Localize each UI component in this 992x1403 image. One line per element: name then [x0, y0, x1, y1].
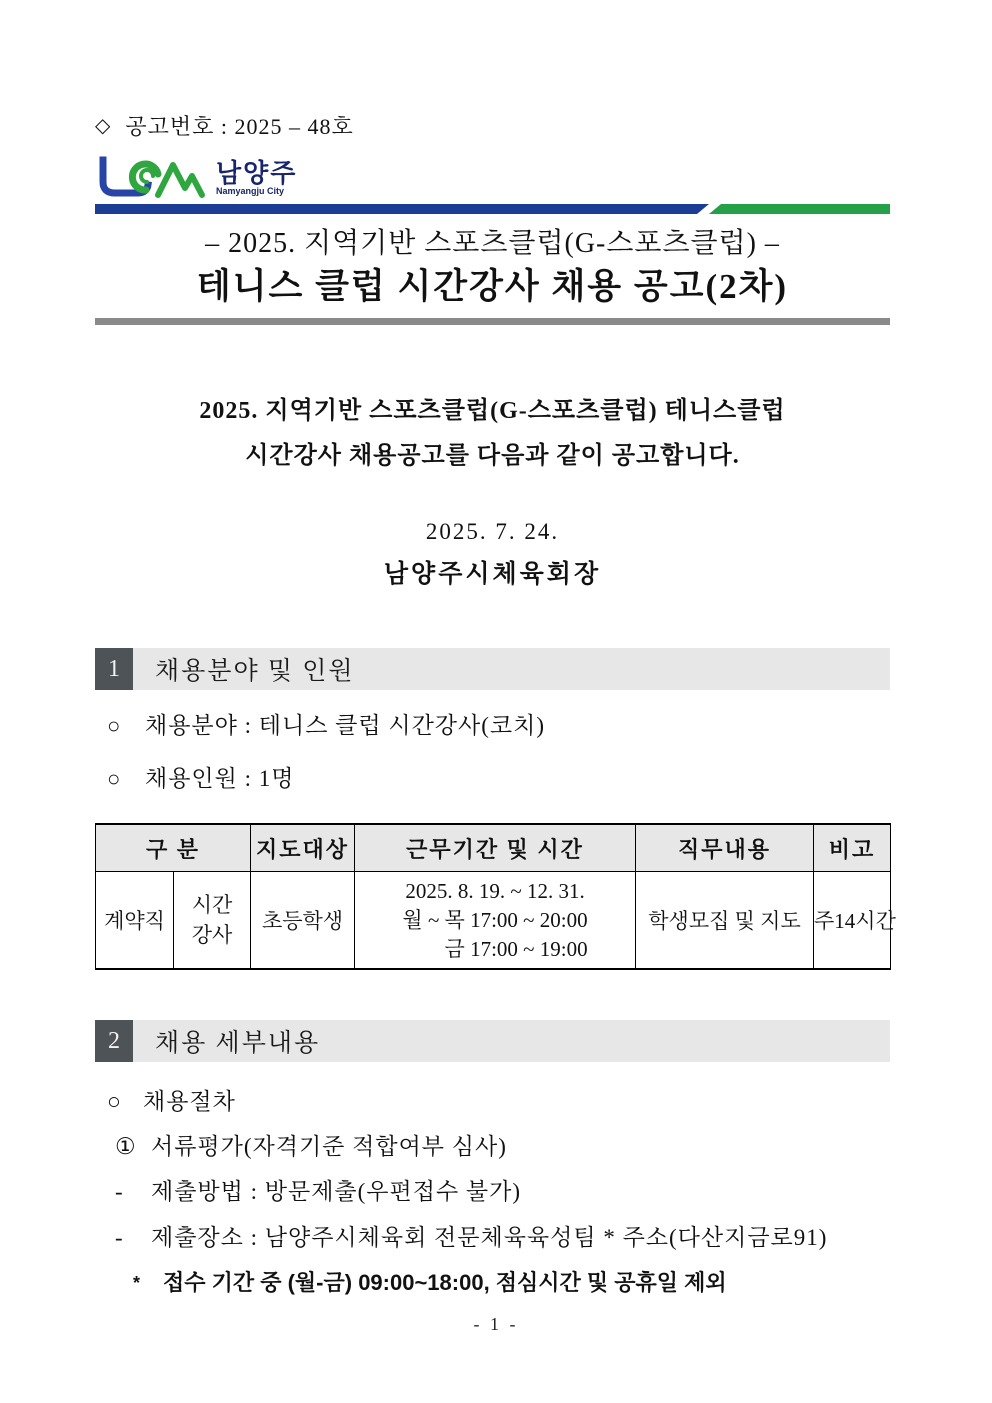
table-header-row — [96, 824, 891, 872]
document-subtitle: – 2025. 지역기반 스포츠클럽(G-스포츠클럽) – — [205, 228, 780, 259]
col-header-category: 구 분 — [96, 824, 251, 872]
page-number: - 1 - — [473, 1314, 519, 1334]
line-submit-place — [95, 1222, 890, 1254]
asterisk-icon: * — [133, 1273, 141, 1293]
section-1-number: 1 — [95, 648, 133, 690]
intro-line-1: 2025. 지역기반 스포츠클럽(G-스포츠클럽) 테니스클럽 — [199, 398, 786, 424]
col-header-note: 비고 — [814, 824, 891, 872]
line-reception-hours — [95, 1267, 890, 1299]
cell-position: 시간강사 — [174, 872, 251, 970]
intro-paragraph — [95, 389, 890, 479]
dash-bullet-icon: - — [115, 1179, 124, 1204]
notice-number — [95, 110, 890, 141]
section-1-title: 채용분야 및 인원 — [155, 658, 355, 685]
circle-bullet-icon: ○ — [107, 766, 122, 791]
announcement-signer: 남양주시체육회장 — [383, 561, 602, 588]
schedule-friday: 금 17:00 ~ 19:00 — [444, 936, 588, 961]
line-text: 채용절차 — [143, 1089, 236, 1114]
schedule-weekday: 월 ~ 목 17:00 ~ 20:00 — [402, 907, 588, 932]
col-header-schedule: 근무기간 및 시간 — [355, 824, 636, 872]
dash-bullet-icon: - — [115, 1225, 124, 1250]
document-title: 테니스 클럽 시간강사 채용 공고(2차) — [196, 267, 789, 306]
circle-bullet-icon: ○ — [107, 713, 122, 738]
section-2-header — [95, 1020, 890, 1062]
line-text: 서류평가(자격기준 적합여부 심사) — [151, 1134, 507, 1159]
intro-line-2: 시간강사 채용공고를 다음과 같이 공고합니다. — [245, 443, 740, 469]
schedule-period: 2025. 8. 19. ~ 12. 31. — [405, 878, 585, 903]
recruitment-table — [95, 823, 896, 970]
city-logo — [95, 154, 890, 202]
col-header-target: 지도대상 — [251, 824, 355, 872]
table-row — [96, 872, 891, 970]
bullet-recruit-count — [95, 762, 890, 796]
numbered-circle-icon: ① — [115, 1134, 137, 1159]
title-divider — [95, 318, 890, 325]
line-text: 제출장소 : 남양주시체육회 전문체육육성팀 * 주소(다산지금로91) — [151, 1225, 828, 1250]
line-submit-method — [95, 1176, 890, 1208]
bullet-text: 채용분야 : 테니스 클럽 시간강사(코치) — [145, 713, 545, 738]
city-name-en: Namyangju City — [216, 185, 285, 196]
city-logo-mark-icon — [95, 155, 207, 201]
announcement-date: 2025. 7. 24. — [425, 519, 560, 544]
bullet-recruit-field — [95, 709, 890, 743]
col-header-duty: 직무내용 — [636, 824, 814, 872]
diamond-icon: ◇ — [95, 115, 112, 137]
bullet-text: 채용인원 : 1명 — [145, 766, 295, 791]
city-name-kr: 남양주 — [216, 157, 298, 188]
bar-green-segment — [709, 204, 890, 214]
section-2-number: 2 — [95, 1020, 133, 1062]
circle-bullet-icon: ○ — [107, 1089, 122, 1114]
line-recruit-process — [95, 1086, 890, 1118]
line-text: 접수 기간 중 (월-금) 09:00~18:00, 점심시간 및 공휴일 제외 — [163, 1270, 727, 1295]
cell-duty: 학생모집 및 지도 — [636, 872, 814, 970]
line-document-review — [95, 1131, 890, 1163]
line-text: 제출방법 : 방문제출(우편접수 불가) — [151, 1179, 522, 1204]
cell-category: 계약직 — [96, 872, 174, 970]
section-1-header — [95, 648, 890, 690]
cell-target: 초등학생 — [251, 872, 355, 970]
section-2-title: 채용 세부내용 — [155, 1030, 321, 1057]
city-logo-text — [216, 157, 298, 197]
cell-note: 주14시간 — [814, 872, 891, 970]
notice-number-text: 공고번호 : 2025 – 48호 — [125, 114, 354, 139]
decorative-bar — [95, 204, 890, 214]
bar-blue-segment — [95, 204, 709, 214]
cell-schedule — [355, 872, 636, 970]
